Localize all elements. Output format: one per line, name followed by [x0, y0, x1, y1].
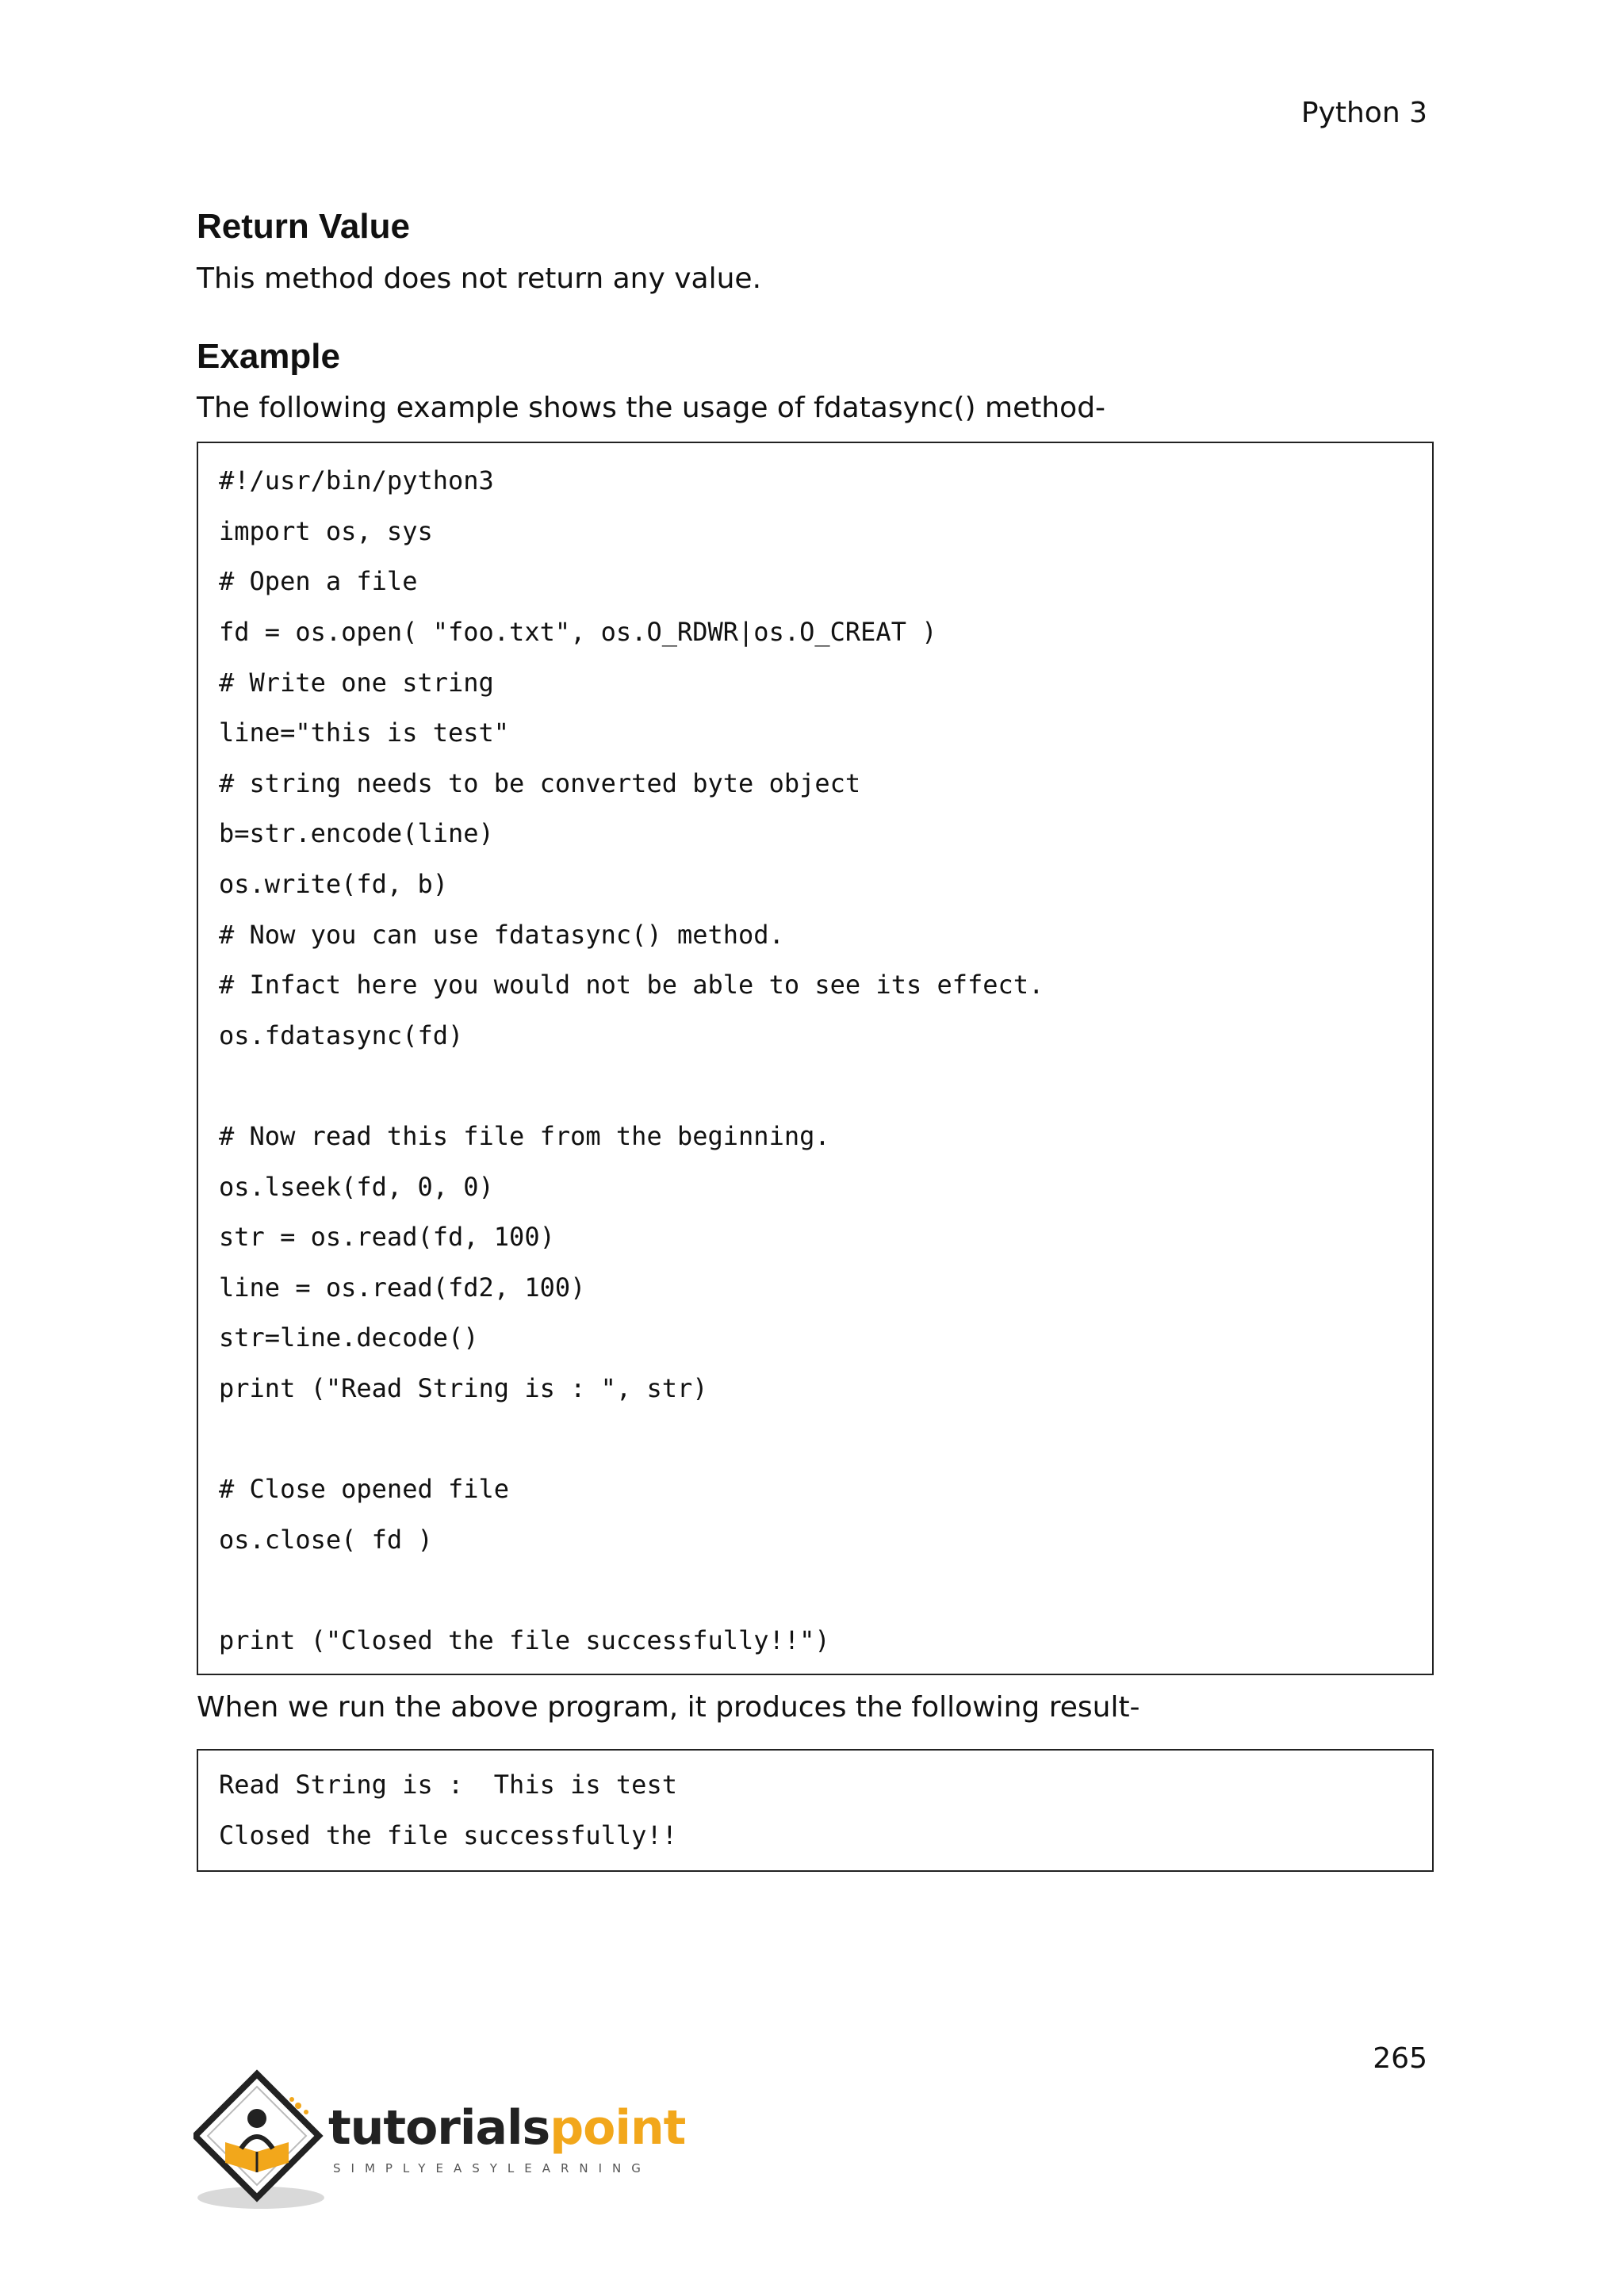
code-line: str = os.read(fd, 100) [219, 1222, 555, 1253]
code-line-blank [219, 1414, 1411, 1464]
output-line: Read String is : This is test [219, 1770, 677, 1800]
code-line: # Close opened file [219, 1474, 510, 1505]
code-block [197, 442, 1434, 1675]
code-line: os.close( fd ) [219, 1524, 433, 1555]
return-value-heading: Return Value [197, 207, 410, 246]
example-intro-text: The following example shows the usage of fdatasync() method- [197, 392, 1106, 425]
code-line: os.fdatasync(fd) [219, 1020, 464, 1050]
code-line: print ("Read String is : ", str) [219, 1372, 708, 1403]
code-line: print ("Closed the file successfully!!") [219, 1624, 830, 1655]
result-intro-text: When we run the above program, it produces the following result- [197, 1691, 1140, 1724]
code-line: fd = os.open( "foo.txt", os.O_RDWR|os.O_CREAT ) [219, 616, 937, 647]
code-line: #!/usr/bin/python3 [219, 465, 494, 496]
code-line-blank [219, 1061, 1411, 1112]
code-line: line="this is test" [219, 718, 510, 748]
code-line: import os, sys [219, 515, 433, 546]
code-line: # Infact here you would not be able to see its effect. [219, 970, 1044, 1001]
code-line: line = os.read(fd2, 100) [219, 1272, 586, 1303]
output-line: Closed the file successfully!! [219, 1820, 677, 1850]
code-line: b=str.encode(line) [219, 818, 494, 849]
example-heading: Example [197, 336, 340, 376]
code-line-blank [219, 1565, 1411, 1616]
code-line: os.write(fd, b) [219, 868, 448, 899]
code-line: os.lseek(fd, 0, 0) [219, 1171, 494, 1202]
logo-wordmark-part2: point [550, 2100, 686, 2156]
logo-wordmark [328, 2100, 686, 2156]
code-line: # Now read this file from the beginning. [219, 1120, 830, 1151]
return-value-text: This method does not return any value. [197, 262, 762, 295]
page-number: 265 [1373, 2042, 1427, 2075]
page-content [197, 198, 1431, 1872]
code-line: # Write one string [219, 667, 494, 698]
logo-wordmark-part1: tutorials [328, 2100, 550, 2156]
logo-tagline: SIMPLYEASYLEARNING [333, 2161, 651, 2175]
code-line: # Open a file [219, 566, 418, 597]
output-block [197, 1749, 1434, 1872]
code-line: str=line.decode() [219, 1322, 479, 1353]
book-reader-icon [193, 2069, 332, 2212]
code-line: # string needs to be converted byte object [219, 767, 861, 798]
tutorialspoint-logo [193, 2069, 686, 2212]
code-line: # Now you can use fdatasync() method. [219, 919, 784, 950]
running-header: Python 3 [1300, 97, 1427, 129]
